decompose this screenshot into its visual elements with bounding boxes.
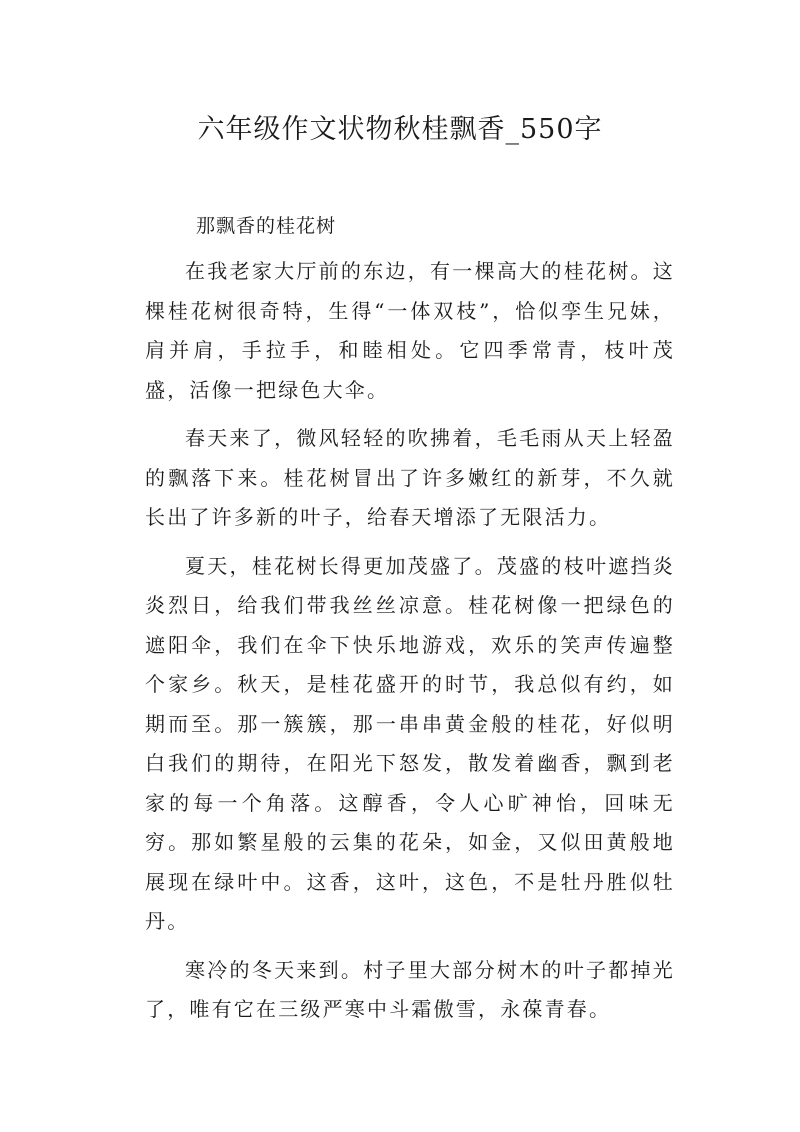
- document-body: [145, 252, 675, 1039]
- paragraph-2: 春天来了，微风轻轻的吹拂着，毛毛雨从天上轻盈的飘落下来。桂花树冒出了许多嫩红的新芽，不久就长出了许多新的叶子，给春天增添了无限活力。: [145, 426, 675, 529]
- document-title: 六年级作文状物秋桂飘香_550字: [197, 114, 603, 145]
- document-subtitle: 那飘香的桂花树: [196, 215, 337, 237]
- paragraph-3: 夏天，桂花树长得更加茂盛了。茂盛的枝叶遮挡炎炎烈日，给我们带我丝丝凉意。桂花树像一把绿色的遮阳伞，我们在伞下快乐地游戏，欢乐的笑声传遍整个家乡。秋天，是桂花盛开的时节，我总似有约，如期而至。那一簇簇，那一串串黄金般的桂花，好似明白我们的期待，在阳光下怒发，散发着幽香，飘到老家的每一个角落。这醇香，令人心旷神怡，回味无穷。那如繁星般的云集的花朵，如金，又似田黄般地展现在绿叶中。这香，这叶，这色，不是牡丹胜似牡丹。: [145, 553, 675, 933]
- paragraph-4: 寒冷的冬天来到。村子里大部分树木的叶子都掉光了，唯有它在三级严寒中斗霜傲雪，永葆青春。: [145, 957, 675, 1021]
- paragraph-1: 在我老家大厅前的东边，有一棵高大的桂花树。这棵桂花树很奇特，生得“一体双枝”，恰似孪生兄妹，肩并肩，手拉手，和睦相处。它四季常青，枝叶茂盛，活像一把绿色大伞。: [145, 259, 675, 402]
